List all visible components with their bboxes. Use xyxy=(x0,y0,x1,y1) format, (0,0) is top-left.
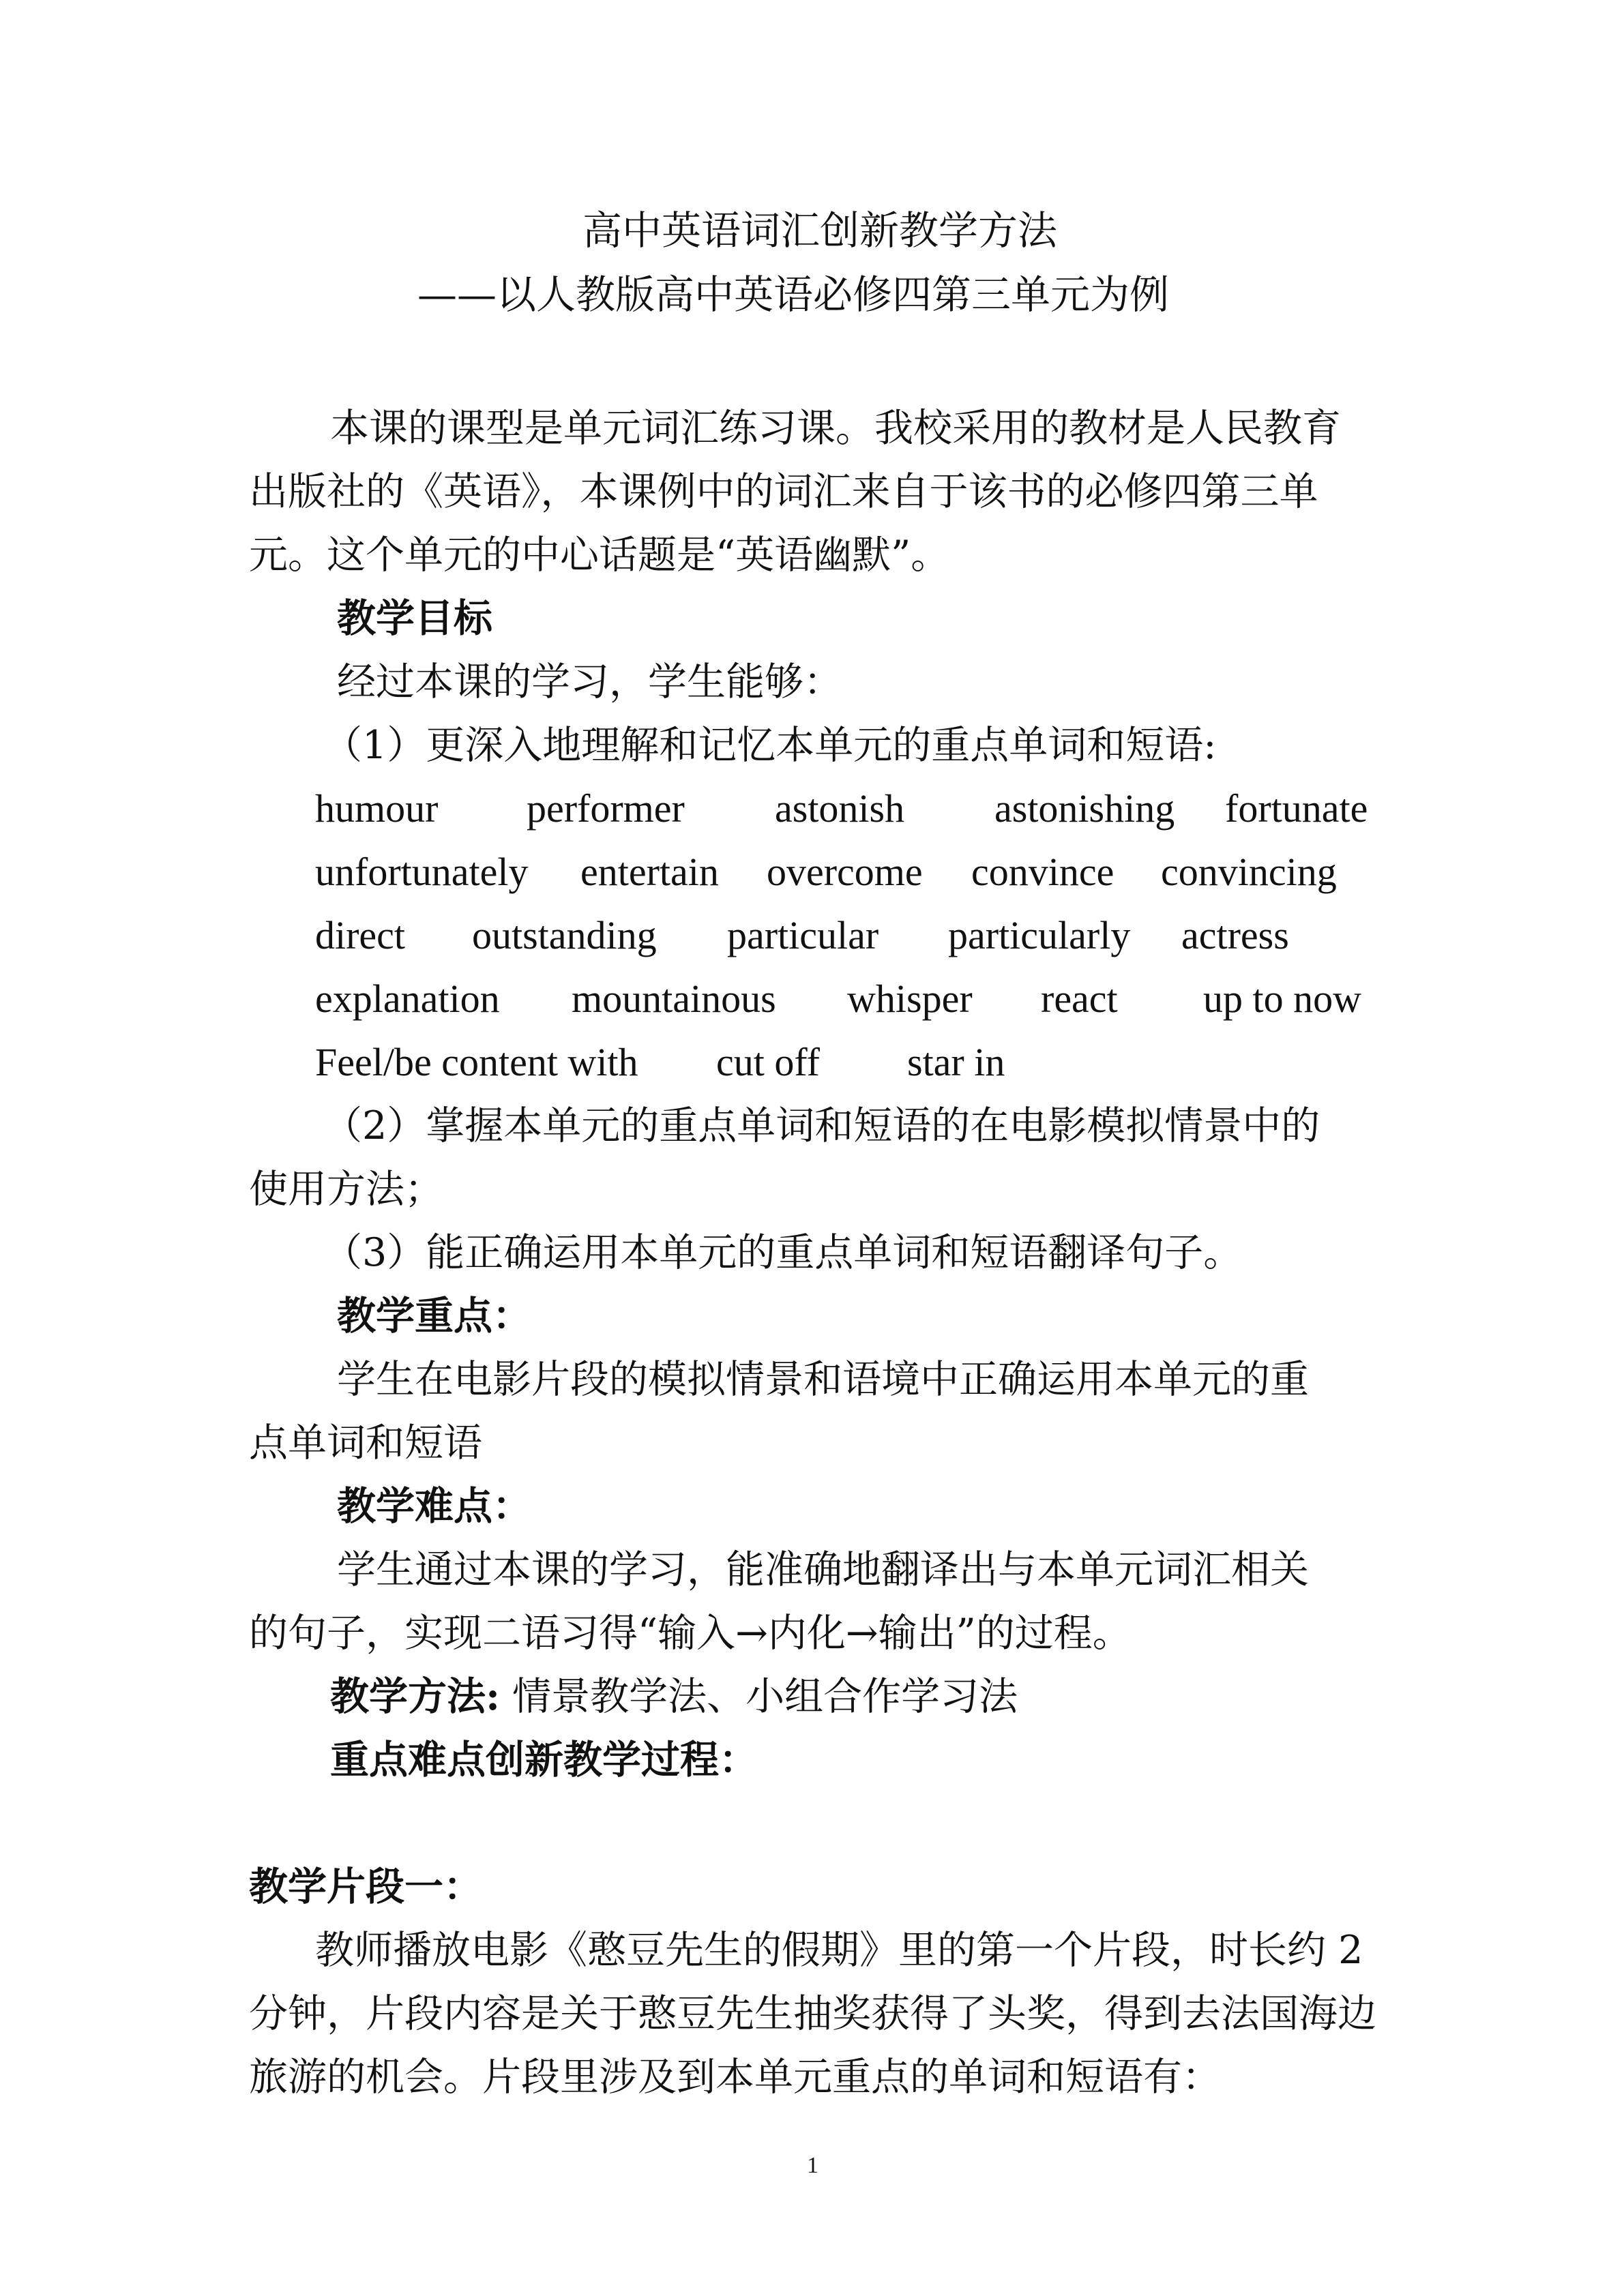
vocab-word: entertain xyxy=(580,850,719,894)
vocab-word: Feel/be content with xyxy=(315,1040,638,1084)
vocab-word: convincing xyxy=(1161,850,1337,894)
vocab-word: actress xyxy=(1181,913,1289,957)
vocab-word: overcome xyxy=(767,850,923,894)
objectives-lead: 经过本课的学习，学生能够： xyxy=(337,659,842,704)
vocab-word: particular xyxy=(727,913,879,957)
methods-line xyxy=(330,1669,1018,1724)
key-points-line-1: 学生在电影片段的模拟情景和语境中正确运用本单元的重 xyxy=(337,1357,1309,1402)
key-points-line-2: 点单词和短语 xyxy=(249,1420,482,1465)
vocab-word: react xyxy=(1041,976,1118,1021)
vocab-word: explanation xyxy=(315,976,500,1021)
methods-label: 教学方法: xyxy=(330,1673,501,1719)
intro-line-2: 出版社的《英语》，本课例中的词汇来自于该书的必修四第三单 xyxy=(249,469,1318,514)
vocab-word: cut off xyxy=(716,1040,820,1084)
key-points-heading: 教学重点： xyxy=(337,1293,531,1339)
intro-line-1: 本课的课型是单元词汇练习课。我校采用的教材是人民教育 xyxy=(330,406,1341,451)
difficulties-line-1: 学生通过本课的学习，能准确地翻译出与本单元词汇相关 xyxy=(337,1547,1309,1592)
page-number: 1 xyxy=(807,2153,818,2178)
segment-heading: 教学片段一： xyxy=(249,1864,482,1909)
vocab-word: astonishing xyxy=(994,786,1175,831)
process-heading: 重点难点创新教学过程： xyxy=(330,1737,758,1783)
vocab-word: outstanding xyxy=(472,913,657,957)
vocab-word: whisper xyxy=(847,976,973,1021)
segment-line-2: 分钟，片段内容是关于憨豆先生抽奖获得了头奖，得到去法国海边 xyxy=(249,1991,1376,2036)
difficulties-heading: 教学难点： xyxy=(337,1483,531,1529)
vocab-word: mountainous xyxy=(572,976,776,1021)
objective-2-line-1: （2）掌握本单元的重点单词和短语的在电影模拟情景中的 xyxy=(323,1103,1320,1148)
vocab-word: star in xyxy=(907,1040,1005,1084)
document-subtitle: ——以人教版高中英语必修四第三单元为例 xyxy=(417,271,1170,318)
vocab-word: particularly xyxy=(948,913,1131,957)
vocab-word: up to now xyxy=(1203,976,1361,1021)
vocab-word: direct xyxy=(315,913,406,957)
vocab-word: performer xyxy=(527,786,685,831)
vocab-word: humour xyxy=(315,786,439,831)
segment-line-3: 旅游的机会。片段里涉及到本单元重点的单词和短语有： xyxy=(249,2055,1221,2100)
segment-line-1: 教师播放电影《憨豆先生的假期》里的第一个片段，时长约 2 xyxy=(315,1928,1363,1973)
vocab-word: unfortunately xyxy=(315,850,529,894)
document-title: 高中英语词汇创新教学方法 xyxy=(582,207,1058,254)
methods-text: 情景教学法、小组合作学习法 xyxy=(512,1674,1018,1719)
difficulties-line-2: 的句子，实现二语习得“输入→内化→输出”的过程。 xyxy=(249,1611,1132,1656)
objective-2-line-2: 使用方法； xyxy=(249,1167,443,1212)
vocab-word: fortunate xyxy=(1225,786,1368,831)
objectives-heading: 教学目标 xyxy=(337,595,492,641)
vocab-word: astonish xyxy=(775,786,905,831)
objective-3: （3）能正确运用本单元的重点单词和短语翻译句子。 xyxy=(323,1230,1243,1275)
vocab-word: convince xyxy=(971,850,1114,894)
objective-1: （1）更深入地理解和记忆本单元的重点单词和短语: xyxy=(323,723,1217,768)
intro-line-3: 元。这个单元的中心话题是“英语幽默”。 xyxy=(249,533,950,578)
